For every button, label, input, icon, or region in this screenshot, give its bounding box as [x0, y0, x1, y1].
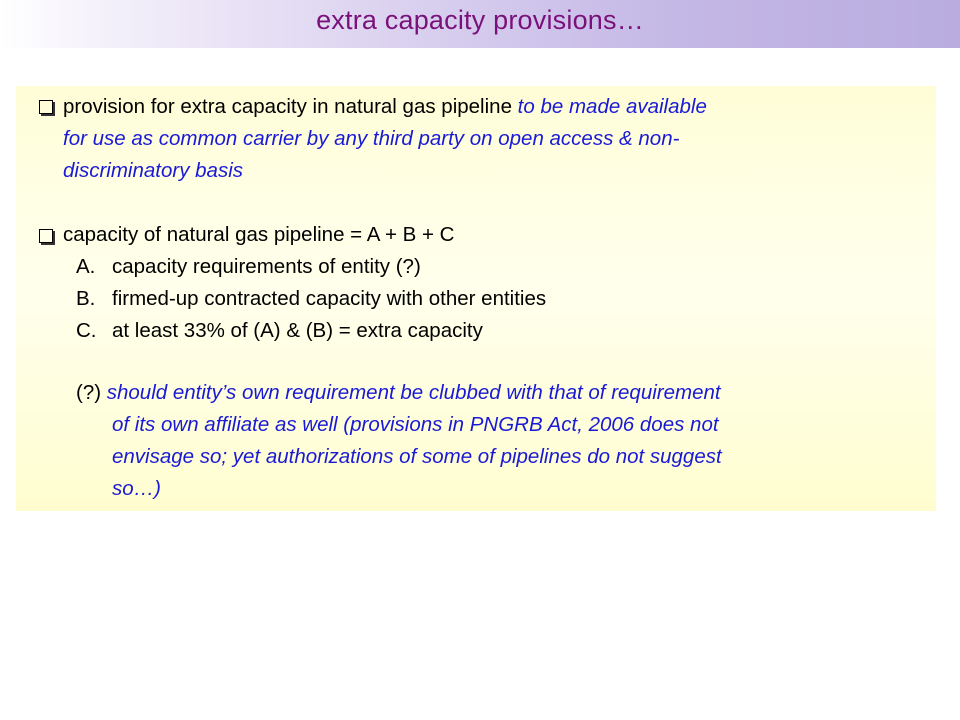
bullet1-line2: for use as common carrier by any third party on open access & non-	[63, 127, 680, 150]
item-a-letter: A.	[76, 255, 96, 278]
item-b-text: firmed-up contracted capacity with other entities	[112, 287, 547, 310]
bullet2-heading: capacity of natural gas pipeline = A + B + C	[63, 223, 455, 246]
item-c-text: at least 33% of (A) & (B) = extra capacity	[112, 319, 483, 342]
checkbox-bullet-icon	[39, 229, 53, 243]
checkbox-bullet-icon	[39, 100, 53, 114]
content-box	[16, 86, 936, 511]
bullet1-line1	[63, 95, 707, 119]
item-b-letter: B.	[76, 287, 96, 310]
bullet1-line1-normal: provision for extra capacity in natural gas pipeline	[63, 95, 518, 118]
slide-title: extra capacity provisions…	[316, 5, 644, 35]
note-prefix: (?)	[76, 381, 107, 404]
note-line2: of its own affiliate as well (provisions in PNGRB Act, 2006 does not	[112, 413, 719, 436]
note-line4: so…)	[112, 477, 161, 500]
item-c-letter: C.	[76, 319, 97, 342]
note-line1-italic: should entity’s own requirement be clubbed with that of requirement	[106, 381, 721, 404]
item-a-text: capacity requirements of entity (?)	[112, 255, 421, 278]
bullet1-line3: discriminatory basis	[63, 159, 243, 182]
bullet1-line1-italic: to be made available	[517, 95, 707, 118]
title-bar	[0, 0, 960, 48]
note-line1	[76, 381, 721, 405]
note-line3: envisage so; yet authorizations of some of pipelines do not suggest	[112, 445, 722, 468]
